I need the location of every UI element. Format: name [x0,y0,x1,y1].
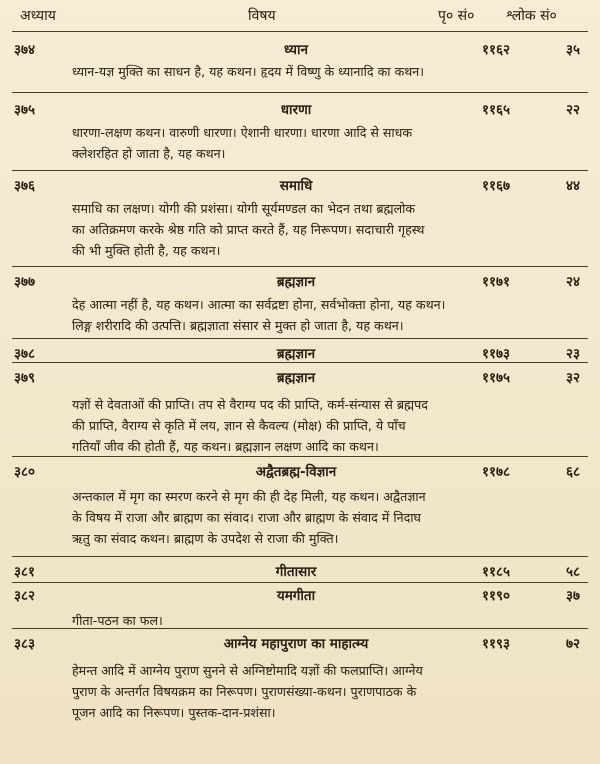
entry-rule [12,456,588,457]
verse-count: ५८ [565,564,580,580]
page-number: ११६५ [482,102,511,118]
description-line: की प्राप्ति, वैराग्य से कृति में लय, ज्ञान से कैवल्य (मोक्ष) की प्राप्ति, ये पाँच [72,418,406,433]
verse-count: ३७ [565,588,580,604]
header-page: पृ० सं० [438,8,475,24]
toc-entry [14,462,588,558]
verse-count: २२ [565,102,580,118]
verse-count: २३ [565,346,580,362]
description-line: क्लेशरहित हो जाता है, यह कथन। [72,146,226,161]
description-line: की भी मुक्ति होती है, यह कथन। [72,243,221,258]
page-number: ११७८ [482,464,511,480]
chapter-number: ३७४ [14,42,36,58]
chapter-number: ३८१ [14,564,36,580]
verse-count: ३२ [565,370,580,386]
description-line: पुराण के अन्तर्गत विषयक्रम का निरूपण। पुराणसंख्या-कथन। पुराणपाठक के [72,684,417,699]
entry-rule [12,170,588,171]
toc-entry [14,634,588,730]
chapter-number: ३८२ [14,588,36,604]
description-line: गीता-पठन का फल। [72,613,163,628]
description-line: ध्यान-यज्ञ मुक्ति का साधन है, यह कथन। हृदय में विष्णु के ध्यानादि का कथन। [72,64,425,79]
page-number: ११७१ [482,274,511,290]
entry-rule [12,92,588,93]
description-line: ऋतु का संवाद कथन। ब्राह्मण के उपदेश से राजा की मुक्ति। [72,531,339,546]
toc-entry [14,176,588,268]
description-line: पूजन आदि का निरूपण। पुस्तक-दान-प्रशंसा। [72,705,276,720]
description-line: का अतिक्रमण करके श्रेष्ठ गति को प्राप्त करते हैं, यह निरूपण। सदाचारी गृहस्थ [72,222,425,237]
page-number: ११८५ [482,564,511,580]
verse-count: ३५ [565,42,580,58]
chapter-number: ३७७ [14,274,36,290]
toc-entry [14,344,588,364]
toc-entry [14,272,588,340]
chapter-title: गीतासार [275,564,317,580]
description-line: समाधि का लक्षण। योगी की प्रशंसा। योगी सूर्यमण्डल का भेदन तथा ब्रह्मलोक [72,201,416,216]
chapter-title: यमगीता [276,588,316,604]
entry-rule [12,556,588,557]
description-line: के विषय में राजा और ब्राह्मण का संवाद। राजा और ब्राह्मण के संवाद में निदाघ [72,510,421,525]
header-subject: विषय [248,8,276,24]
chapter-title: समाधि [279,178,313,194]
entry-rule [12,266,588,267]
page-number: ११९० [482,588,511,604]
description-line: गतियाँ जीव की होती हैं, यह कथन। ब्रह्मज्ञान लक्षण आदि का कथन। [72,439,379,454]
entry-description [72,122,584,164]
chapter-title: ध्यान [284,42,308,58]
page-number: ११९३ [482,636,511,652]
chapter-number: ३८० [14,464,36,480]
entry-rule [12,628,588,629]
verse-count: ४४ [565,178,580,194]
toc-entry [14,368,588,460]
description-line: लिङ्ग शरीरादि की उत्पत्ति। ब्रह्मज्ञाता संसार से मुक्त हो जाता है, यह कथन। [72,318,404,333]
entry-description [72,660,584,723]
entry-description [72,61,584,82]
entry-rule [12,582,588,583]
entry-description [72,294,584,336]
verse-count: ७२ [565,636,580,652]
chapter-number: ३७५ [14,102,36,118]
chapter-number: ३७८ [14,346,36,362]
verse-count: २४ [565,274,580,290]
description-line: धारणा-लक्षण कथन। वारुणी धारणा। ऐशानी धारणा। धारणा आदि से साधक [72,125,413,140]
chapter-title: ब्रह्मज्ञान [276,274,316,290]
chapter-number: ३८३ [14,636,36,652]
chapter-title: धारणा [280,102,312,118]
toc-entry [14,586,588,630]
description-line: हेमन्त आदि में आग्नेय पुराण सुनने से अग्निष्टोमादि यज्ञों की फलप्राप्ति। आग्नेय [72,663,423,678]
header-rule [12,31,588,32]
entry-rule [12,362,588,363]
table-header [20,6,586,30]
chapter-number: ३७९ [14,370,36,386]
chapter-title: ब्रह्मज्ञान [276,370,316,386]
chapter-title: आग्नेय महापुराण का माहात्म्य [223,636,369,652]
page-number: ११७५ [482,370,511,386]
entry-rule [12,338,588,339]
toc-entry [14,562,588,582]
chapter-title: ब्रह्मज्ञान [276,346,316,362]
verse-count: ६८ [565,464,580,480]
header-verses: श्लोक सं० [506,8,557,24]
toc-entry [14,100,588,170]
chapter-number: ३७६ [14,178,36,194]
entry-description [72,198,584,261]
page-number: ११६७ [482,178,511,194]
description-line: यज्ञों से देवताओं की प्राप्ति। तप से वैराग्य पद की प्राप्ति, कर्म-संन्यास से ब्रह्मपद [72,397,428,412]
entry-description [72,394,584,457]
header-chapter: अध्याय [20,8,56,24]
toc-entry [14,40,588,92]
page-number: ११६२ [482,42,511,58]
entry-description [72,486,584,549]
chapter-title: अद्वैतब्रह्म-विज्ञान [255,464,337,480]
description-line: अन्तकाल में मृग का स्मरण करने से मृग की ही देह मिली, यह कथन। अद्वैतज्ञान [72,489,426,504]
description-line: देह आत्मा नहीं है, यह कथन। आत्मा का सर्वद्रष्टा होना, सर्वभोक्ता होना, यह कथन। [72,297,446,312]
page-number: ११७३ [482,346,511,362]
